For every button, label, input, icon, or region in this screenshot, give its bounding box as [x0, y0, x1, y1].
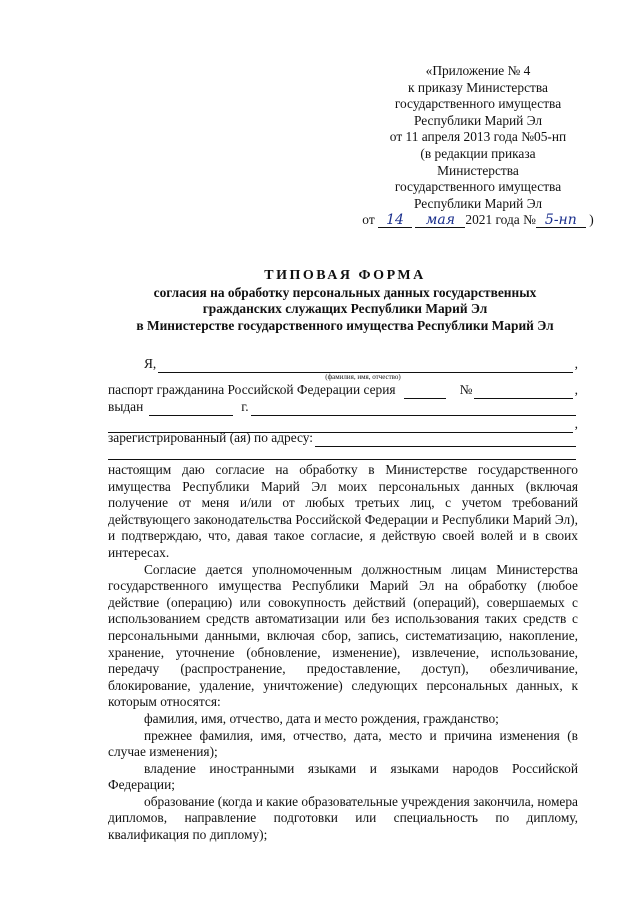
city-blank: [251, 403, 576, 416]
blank-line: [108, 447, 576, 460]
issued-field: [108, 399, 578, 416]
appendix-line: от 11 апреля 2013 года №05-нп: [389, 129, 567, 145]
form-heading: [100, 268, 590, 334]
number-blank: [474, 386, 572, 399]
appendix-line: (в редакции приказа: [420, 145, 536, 161]
appendix-block: [360, 63, 596, 229]
list-item: прежнее фамилия, имя, отчество, дата, место и причина изменения (в случае изменения);: [108, 727, 578, 760]
issued-blank: [149, 403, 233, 416]
address-label: зарегистрированный (ая) по адресу:: [108, 430, 313, 445]
passport-field: [108, 382, 578, 399]
city-label: г.: [241, 399, 249, 414]
appendix-line: Республики Марий Эл: [413, 112, 543, 128]
paragraph: Согласие дается уполномоченным должностным лицам Министерства государственного имущества Республики Марий Эл на обработку (любое действие (операцию) или совокупность действий (операций), совершаемых с использованием средств автоматизации или без использования таких средств с персональными данными, включая сбор, запись, систематизацию, накопление, хранение, уточнение (обновление, изменение), извлечение, использование, передачу (распространение, предоставление, доступ), обезличивание, блокирование, удаление, уничтожение) следующих персональных данных, к которым относятся:: [108, 561, 578, 710]
appendix-line: «Приложение № 4: [425, 63, 531, 78]
i-label: Я,: [144, 356, 157, 371]
paragraph: настоящим даю согласие на обработку в Министерстве государственного имущества Республики Марий Эл моих персональных данных (включая получение от меня и/или от любых третьих лиц, с учетом требований действующего законодательства Российской Федерации и Республики Марий Эл), и подтверждаю, что, давая такое согласие, я действую своей волей и в своих интересах.: [108, 462, 578, 560]
form-subtitle: в Министерстве государственного имущества Республики Марий Эл: [136, 317, 554, 333]
handwritten-month: мая: [415, 213, 465, 228]
comma: ,: [574, 382, 578, 397]
list-item: образование (когда и какие образовательные учреждения закончила, номера дипломов, направление подготовки или специальность по диплому, квалификация по диплому);: [108, 793, 578, 843]
address-field: [108, 430, 578, 447]
fio-caption: (фамилия, имя, отчество): [325, 372, 401, 381]
appendix-line: государственного имущества: [394, 179, 562, 195]
form-subtitle: гражданских служащих Республики Марий Эл: [202, 301, 488, 317]
fio-field: [108, 356, 578, 382]
edition-suffix: ): [589, 212, 594, 228]
appendix-line: государственного имущества: [394, 96, 562, 112]
list-item: фамилия, имя, отчество, дата и место рождения, гражданство;: [144, 710, 499, 726]
edition-prefix: от: [362, 212, 375, 228]
edition-year: 2021 года №: [465, 212, 536, 228]
fio-blank: [158, 360, 572, 373]
passport-label: паспорт гражданина Российской Федерации серия: [108, 382, 396, 397]
form-type-title: ТИПОВАЯ ФОРМА: [264, 268, 426, 283]
comma: ,: [574, 416, 578, 431]
address-extra: [108, 447, 578, 460]
list-item: владение иностранными языками и языками народов Российской Федерации;: [108, 760, 578, 793]
address-blank: [315, 434, 576, 447]
comma: ,: [574, 356, 578, 371]
handwritten-number: 5-нп: [536, 213, 586, 228]
edition-line: [360, 212, 596, 229]
consent-text: [108, 462, 578, 844]
issued-label: выдан: [108, 399, 144, 414]
appendix-line: к приказу Министерства: [408, 79, 548, 95]
appendix-line: Министерства: [437, 162, 519, 178]
form-subtitle: согласия на обработку персональных данных государственных: [153, 284, 537, 300]
handwritten-day: 14: [378, 213, 412, 228]
number-sign: №: [459, 382, 473, 397]
series-blank: [404, 386, 446, 399]
appendix-line: Республики Марий Эл: [413, 195, 543, 211]
